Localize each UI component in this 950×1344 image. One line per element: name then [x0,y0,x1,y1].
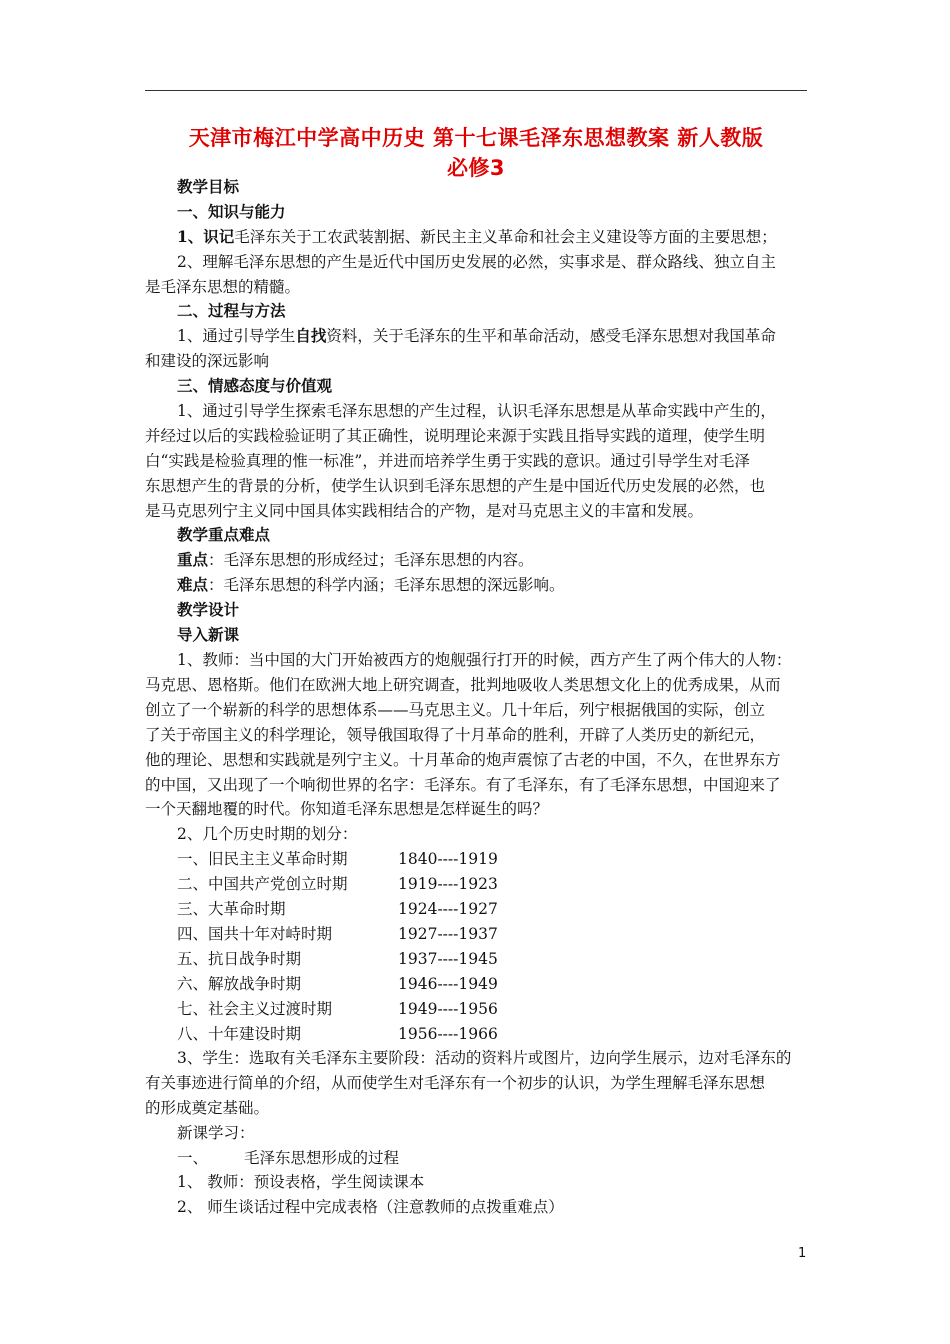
design-heading: 教学设计 [177,601,240,619]
period-name: 一、旧民主主义革命时期 [177,850,348,868]
attitude-line: 1、通过引导学生探索毛泽东思想的产生过程，认识毛泽东思想是从革命实践中产生的， [177,402,776,420]
teacher-line: 马克思、恩格斯。他们在欧洲大地上研究调查，批判地吸收人类思想文化上的优秀成果，从而 [145,676,781,694]
period-years: 1937----1945 [398,950,498,968]
attitude-line: 东思想产生的背景的分析，使学生认识到毛泽东思想的产生是中国近代历史发展的必然，也 [145,477,766,495]
attitude-line: 白“实践是检验真理的惟一标准”，并进而培养学生勇于实践的意识。通过引导学生对毛泽 [145,452,750,470]
objective-item-3-cont: 和建设的深远影响 [145,352,270,370]
part1-title: 毛泽东思想形成的过程 [244,1149,400,1167]
objective-item-3-a: 1、通过引导学生 [177,327,296,345]
header-rule [145,90,807,91]
new-lesson-label: 新课学习： [177,1124,255,1142]
period-years: 1946----1949 [398,975,498,993]
difficult-label: 难点 [177,575,209,594]
objective-item-3 [177,326,842,346]
difficult-text: ：毛泽东思想的科学内涵；毛泽东思想的深远影响。 [208,576,565,594]
part1-number: 一、 [177,1149,209,1167]
period-name: 八、十年建设时期 [177,1025,302,1043]
teacher-line: 了关于帝国主义的科学理论，领导俄国取得了十月革命的胜利，开辟了人类历史的新纪元， [145,726,766,744]
objective-item-2: 2、理解毛泽东思想的产生是近代中国历史发展的必然，实事求是、群众路线、独立自主 [177,253,776,271]
objective-item-3-c: 资料，关于毛泽东的生平和革命活动，感受毛泽东思想对我国革命 [326,327,776,345]
document-title-line2: 必修3 [446,156,506,180]
student-line: 有关事迹进行简单的介绍，从而使学生对毛泽东有一个初步的认识，为学生理解毛泽东思想 [145,1074,766,1092]
objective-item-2-cont: 是毛泽东思想的精髓。 [145,278,301,296]
step-2: 2、 师生谈话过程中完成表格（注意教师的点拨重难点） [177,1198,564,1216]
focus-label: 重点 [177,550,209,569]
period-name: 二、中国共产党创立时期 [177,875,348,893]
keypoints-heading: 教学重点难点 [177,526,271,544]
section-process: 二、过程与方法 [177,302,286,320]
period-years: 1956----1966 [398,1025,498,1043]
teacher-line: 1、教师：当中国的大门开始被西方的炮舰强行打开的时候，西方产生了两个伟大的人物： [177,651,792,669]
period-name: 四、国共十年对峙时期 [177,925,333,943]
period-years: 1949----1956 [398,1000,498,1018]
page-number: 1 [798,1246,807,1261]
section-attitude: 三、情感态度与价值观 [177,377,333,395]
teacher-line: 他的理论、思想和实践就是列宁主义。十月革命的炮声震惊了古老的中国，不久，在世界东方 [145,751,781,769]
period-years: 1840----1919 [398,850,498,868]
attitude-line: 是马克思列宁主义同中国具体实践相结合的产物，是对马克思主义的丰富和发展。 [145,502,704,520]
period-years: 1924----1927 [398,900,498,918]
teacher-line: 创立了一个崭新的科学的思想体系——马克思主义。几十年后，列宁根据俄国的实际，创立 [145,701,766,719]
intro-heading: 导入新课 [177,626,240,644]
period-name: 七、社会主义过渡时期 [177,1000,333,1018]
teacher-line: 一个天翻地覆的时代。你知道毛泽东思想是怎样诞生的吗？ [145,800,549,818]
period-name: 三、大革命时期 [177,900,286,918]
section-knowledge: 一、知识与能力 [177,203,286,221]
teacher-line: 的中国，又出现了一个响彻世界的名字：毛泽东。有了毛泽东，有了毛泽东思想，中国迎来了 [145,776,781,794]
objective-item-3-b: 自找 [295,326,327,345]
objective-item-1-lead: 1、识记 [177,227,235,246]
step-1: 1、 教师：预设表格，学生阅读课本 [177,1173,425,1191]
focus-text: ：毛泽东思想的形成经过；毛泽东思想的内容。 [208,551,534,569]
period-years: 1919----1923 [398,875,498,893]
document-title-line1: 天津市梅江中学高中历史 第十七课毛泽东思想教案 新人教版 [188,126,764,150]
objective-item-1-text: 毛泽东关于工农武装割据、新民主主义革命和社会主义建设等方面的主要思想； [234,228,777,246]
student-line: 的形成奠定基础。 [145,1099,270,1117]
periods-heading: 2、几个历史时期的划分： [177,825,358,843]
objective-item-1 [177,227,842,247]
focus-point [177,550,842,570]
period-name: 五、抗日战争时期 [177,950,302,968]
attitude-line: 并经过以后的实践检验证明了其正确性，说明理论来源于实践且指导实践的道理，使学生明 [145,427,766,445]
student-line: 3、学生：选取有关毛泽东主要阶段：活动的资料片或图片，边向学生展示，边对毛泽东的 [177,1049,792,1067]
period-name: 六、解放战争时期 [177,975,302,993]
period-years: 1927----1937 [398,925,498,943]
difficult-point [177,575,842,595]
objectives-heading: 教学目标 [177,178,240,196]
